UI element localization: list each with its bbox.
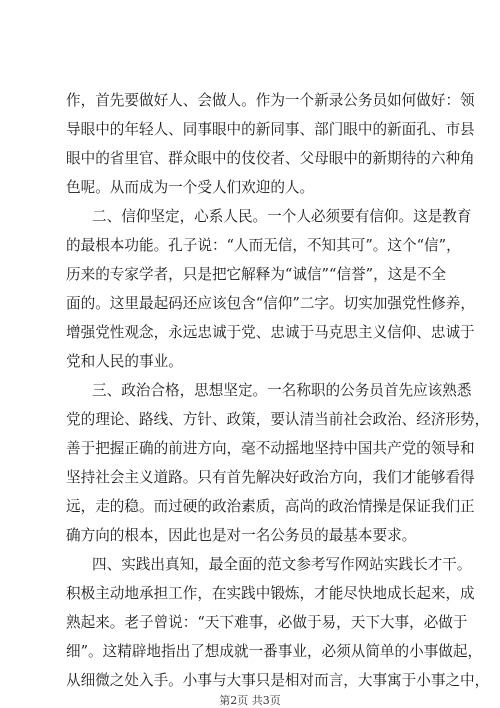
- body-line: 色呢。从而成为一个受人们欢迎的人。: [66, 179, 315, 196]
- body-line: 党和人民的事业。: [66, 353, 183, 370]
- body-line: 四、实践出真知，最全面的范文参考写作网站实践长才干。: [92, 556, 472, 573]
- body-line: 确方向的根本，因此也是对一名公务员的最基本要求。: [66, 527, 417, 544]
- body-line: 眼中的省里官、群众眼中的伎佼者、父母眼中的新期待的六种角: [66, 150, 475, 167]
- body-line: 的最根本功能。孔子说：“人而无信，不知其可”。这个“信”，: [66, 237, 461, 254]
- body-line: 二、信仰坚定，心系人民。一个人必须要有信仰。这是教育: [92, 208, 472, 225]
- body-line: 细”。这精辟地指出了想成就一番事业，必须从简单的小事做起，: [66, 643, 483, 660]
- body-line: 熟起来。老子曾说：“天下难事，必做于易，天下大事，必做于: [66, 614, 468, 631]
- body-line: 三、政治合格，思想坚定。一名称职的公务员首先应该熟悉: [92, 382, 472, 399]
- body-line: 从细微之处入手。小事与大事只是相对而言，大事寓于小事之中，: [66, 672, 490, 689]
- body-line: 坚持社会主义道路。只有首先解决好政治方向，我们才能够看得: [66, 469, 475, 486]
- body-line: 增强党性观念，永远忠诚于党、忠诚于马克思主义信仰、忠诚于: [66, 324, 475, 341]
- body-line: 党的理论、路线、方针、政策，要认清当前社会政治、经济形势，: [66, 411, 490, 428]
- body-line: 面的。这里最起码还应该包含“信仰”二字。切实加强党性修养，: [66, 295, 475, 312]
- body-line: 善于把握正确的前进方向，毫不动摇地坚持中国共产党的领导和: [66, 440, 475, 457]
- page-footer: 第2页 共3页: [219, 694, 281, 707]
- body-line: 积极主动地承担工作，在实践中锻炼，才能尽快地成长起来，成: [66, 585, 475, 602]
- body-line: 作，首先要做好人、会做人。作为一个新录公务员如何做好：领: [66, 92, 475, 109]
- body-line: 历来的专家学者，只是把它解释为“诚信”“信誉”，这是不全: [66, 266, 447, 283]
- body-line: 远，走的稳。而过硬的政治素质，高尚的政治情操是保证我们正: [66, 498, 475, 515]
- body-line: 导眼中的年轻人、同事眼中的新同事、部门眼中的新面孔、市县: [66, 121, 475, 138]
